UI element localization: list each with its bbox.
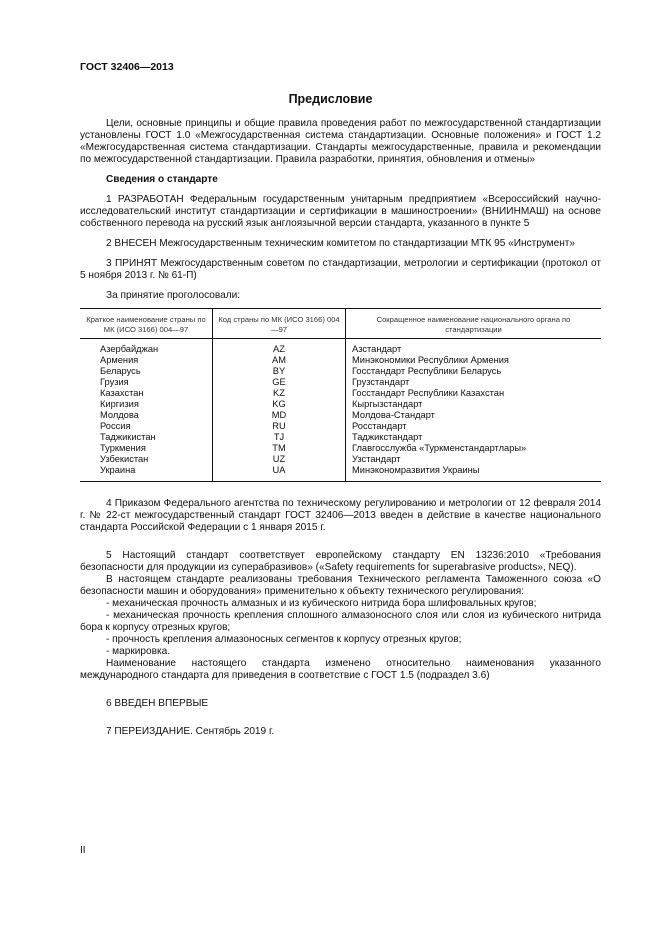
- column-header-body: Сокращенное наименование национального органа по стандартизации: [346, 309, 602, 339]
- country-code: GE: [213, 377, 346, 388]
- table-row: [80, 377, 601, 388]
- standards-body: Главгосслужба «Туркменстандартлары»: [352, 443, 527, 453]
- country-name: Грузия: [100, 377, 129, 387]
- intro-paragraph: Цели, основные принципы и общие правила проведения работ по межгосударственной стандартизации установлены ГОСТ 1.0 «Межгосударственная система стандартизации. Основные положения» и ГОСТ 1.2 «Межгосударственная система стандартизации. Стандарты межгосударственные, правила и рекомендации по межгосударственной стандартизации. Правила разработки, принятия, обновления и отмены»: [80, 118, 601, 165]
- item-3-adopted: 3 ПРИНЯТ Межгосударственным советом по стандартизации, метрологии и сертификации (протокол от 5 ноября 2013 г. № 61-П): [80, 258, 601, 281]
- standards-body: Грузстандарт: [352, 377, 410, 387]
- standards-body: Минэкономразвития Украины: [346, 465, 602, 482]
- country-name: Украина: [80, 465, 213, 482]
- country-name: Казахстан: [100, 388, 144, 398]
- table-row: [80, 399, 601, 410]
- column-header-country: Краткое наименование страны по МК (ИСО 3166) 004—97: [80, 309, 213, 339]
- country-code: AM: [213, 355, 346, 366]
- item-1-developed: 1 РАЗРАБОТАН Федеральным государственным унитарным предприятием «Всероссийский научно-исследовательский институт стандартизации и сертификации в машиностроении» (ВНИИНМАШ) на основе собственного перевода на русский язык англоязычной версии стандарта, указанного в пункте 5: [80, 194, 601, 229]
- item-4-order: 4 Приказом Федерального агентства по техническому регулированию и метрологии от 12 февраля 2014 г. № 22-ст межгосударственный стандарт ГОСТ 32406—2013 введен в действие в качестве национального стандарта Российской Федерации с 1 января 2015 г.: [80, 498, 601, 533]
- voting-table: [80, 308, 601, 482]
- list-item: - маркировка.: [106, 646, 171, 657]
- country-code: AZ: [213, 339, 346, 356]
- standards-body: Кыргызстандарт: [352, 399, 423, 409]
- list-item: - механическая прочность крепления сплошного алмазоносного слоя или слоя из кубического нитрида бора к корпусу отрезных кругов;: [80, 610, 601, 633]
- standards-body: Молдова-Стандарт: [352, 410, 435, 420]
- table-row: [80, 454, 601, 465]
- country-code: KZ: [213, 388, 346, 399]
- standards-body: Таджикстандарт: [352, 432, 423, 442]
- country-name: Таджикистан: [100, 432, 156, 442]
- table-row: [80, 339, 601, 356]
- country-name: Армения: [100, 355, 139, 365]
- table-row: [80, 410, 601, 421]
- vote-intro: За принятие проголосовали:: [106, 290, 241, 301]
- country-name: Туркмения: [100, 443, 146, 453]
- page-title: Предисловие: [288, 92, 373, 106]
- table-row: [80, 366, 601, 377]
- country-code: BY: [213, 366, 346, 377]
- country-name: Киргизия: [100, 399, 139, 409]
- list-item: - механическая прочность алмазных и из кубического нитрида бора шлифовальных кругов;: [106, 598, 537, 609]
- table-row: [80, 421, 601, 432]
- standards-body: Минэкономики Республики Армения: [352, 355, 509, 365]
- standards-body: Госстандарт Республики Беларусь: [352, 366, 502, 376]
- item-2-introduced: 2 ВНЕСЕН Межгосударственным техническим комитетом по стандартизации МТК 95 «Инструмент»: [106, 238, 576, 249]
- column-header-code: Код страны по МК (ИСО 3166) 004—97: [213, 309, 346, 339]
- country-code: MD: [213, 410, 346, 421]
- page-number: II: [80, 845, 86, 856]
- document-body: [80, 118, 601, 738]
- section-heading: Сведения о стандарте: [106, 174, 218, 185]
- standards-body: Росстандарт: [352, 421, 407, 431]
- standards-body: Госстандарт Республики Казахстан: [352, 388, 505, 398]
- table-row: [80, 355, 601, 366]
- item-5-regulation: В настоящем стандарте реализованы требования Технического регламента Таможенного союза «О безопасности машин и оборудования» применительно к объекту технического регулирования:: [80, 574, 601, 597]
- country-code: UZ: [213, 454, 346, 465]
- standard-header: ГОСТ 32406—2013: [80, 61, 174, 73]
- item-5-conformity: 5 Настоящий стандарт соответствует европейскому стандарту EN 13236:2010 «Требования безопасности для продукции из суперабразивов» («Safety requirements for superabrasive products», NEQ).: [80, 550, 601, 573]
- table-row: [80, 432, 601, 443]
- item-7-reissue: 7 ПЕРЕИЗДАНИЕ. Сентябрь 2019 г.: [106, 726, 275, 737]
- country-name: Узбекистан: [100, 454, 149, 464]
- table-row: [80, 388, 601, 399]
- item-5-name-note: Наименование настоящего стандарта изменено относительно наименования указанного международного стандарта для приведения в соответствие с ГОСТ 1.5 (подраздел 3.6): [80, 658, 601, 681]
- country-code: KG: [213, 399, 346, 410]
- list-item: - прочность крепления алмазоносных сегментов к корпусу отрезных кругов;: [106, 634, 462, 645]
- table-row: [80, 465, 601, 482]
- country-name: Беларусь: [100, 366, 141, 376]
- country-code: TM: [213, 443, 346, 454]
- table-header-row: [80, 309, 601, 339]
- standards-body: Азстандарт: [352, 344, 402, 354]
- country-code: RU: [213, 421, 346, 432]
- item-6-first-introduced: 6 ВВЕДЕН ВПЕРВЫЕ: [106, 698, 209, 709]
- country-name: Россия: [100, 421, 131, 431]
- standards-body: Узстандарт: [352, 454, 401, 464]
- table-row: [80, 443, 601, 454]
- country-code: TJ: [213, 432, 346, 443]
- country-name: Азербайджан: [100, 344, 159, 354]
- country-name: Молдова: [100, 410, 139, 420]
- country-code: UA: [213, 465, 346, 482]
